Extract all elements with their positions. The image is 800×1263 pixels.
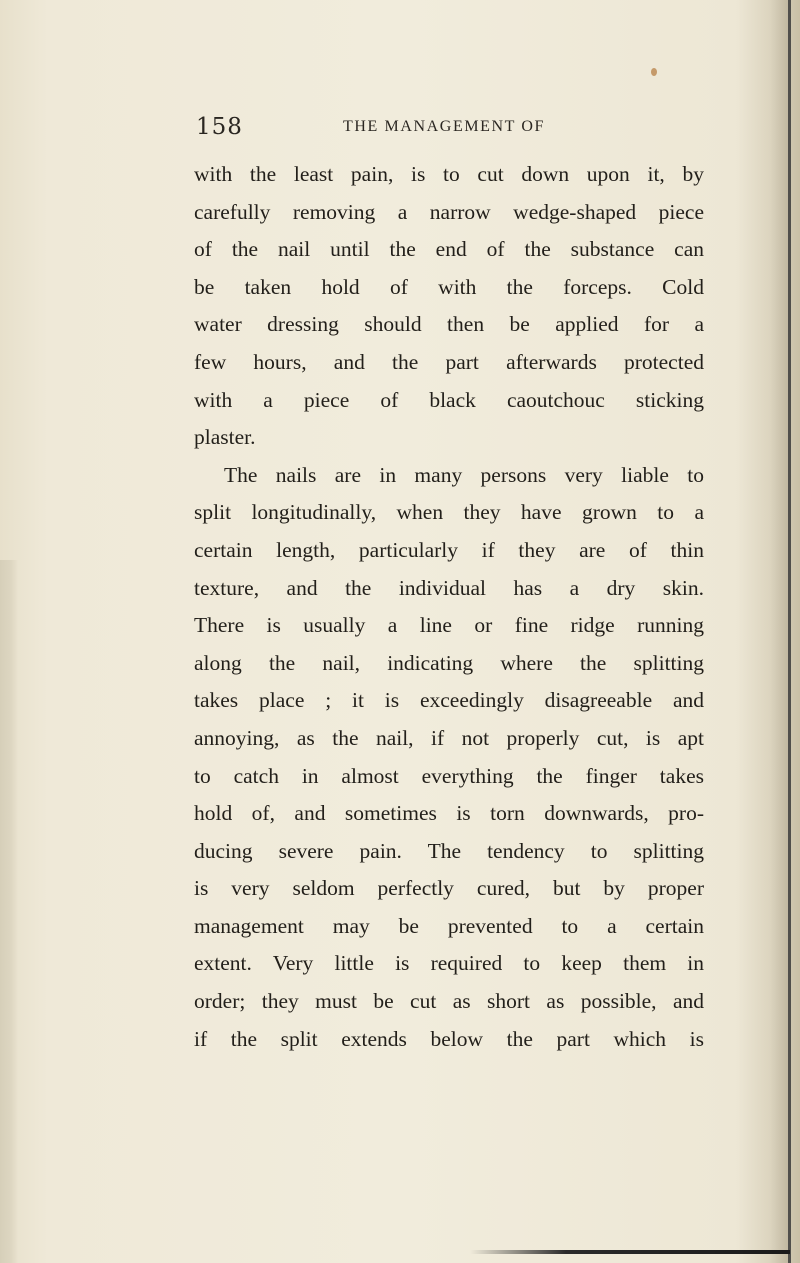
page-edge-shadow bbox=[0, 560, 18, 1263]
gutter-shadow bbox=[770, 0, 788, 1263]
text-line: annoying, as the nail, if not properly cut, is apt bbox=[194, 725, 704, 750]
text-line: hold of, and sometimes is torn downwards, pro- bbox=[194, 801, 704, 826]
page-border-line bbox=[788, 0, 791, 1263]
text-line: water dressing should then be applied for a bbox=[194, 312, 704, 337]
text-line: ducing severe pain. The tendency to splitting bbox=[194, 838, 704, 863]
page-number: 158 bbox=[196, 114, 243, 140]
text-line: if the split extends below the part which is bbox=[194, 1026, 704, 1051]
text-line: is very seldom perfectly cured, but by proper bbox=[194, 876, 704, 901]
text-line: few hours, and the part afterwards protected bbox=[194, 349, 704, 374]
text-line: to catch in almost everything the finger takes bbox=[194, 763, 704, 788]
text-line: be taken hold of with the forceps. Cold bbox=[194, 274, 704, 299]
running-head: THE MANAGEMENT OF bbox=[343, 118, 546, 135]
text-line: certain length, particularly if they are of thin bbox=[194, 537, 704, 562]
text-line: plaster. bbox=[194, 425, 256, 450]
text-line: management may be prevented to a certain bbox=[194, 913, 704, 938]
ink-spot bbox=[651, 68, 657, 76]
text-line: carefully removing a narrow wedge-shaped piece bbox=[194, 199, 704, 224]
bottom-border-line bbox=[470, 1250, 790, 1254]
text-line: extent. Very little is required to keep them in bbox=[194, 951, 704, 976]
page-header bbox=[0, 114, 800, 144]
text-line: The nails are in many persons very liable to bbox=[224, 462, 704, 487]
text-line: split longitudinally, when they have grown to a bbox=[194, 500, 704, 525]
text-line: There is usually a line or fine ridge running bbox=[194, 613, 704, 638]
text-line: order; they must be cut as short as possible, and bbox=[194, 989, 704, 1014]
text-line: along the nail, indicating where the splitting bbox=[194, 650, 704, 675]
text-line: with a piece of black caoutchouc sticking bbox=[194, 387, 704, 412]
body-text bbox=[194, 156, 704, 1058]
text-line: with the least pain, is to cut down upon it, by bbox=[194, 162, 704, 186]
text-line: texture, and the individual has a dry skin. bbox=[194, 575, 704, 600]
text-line: of the nail until the end of the substance can bbox=[194, 237, 704, 262]
text-line: takes place ; it is exceedingly disagreeable and bbox=[194, 688, 704, 713]
